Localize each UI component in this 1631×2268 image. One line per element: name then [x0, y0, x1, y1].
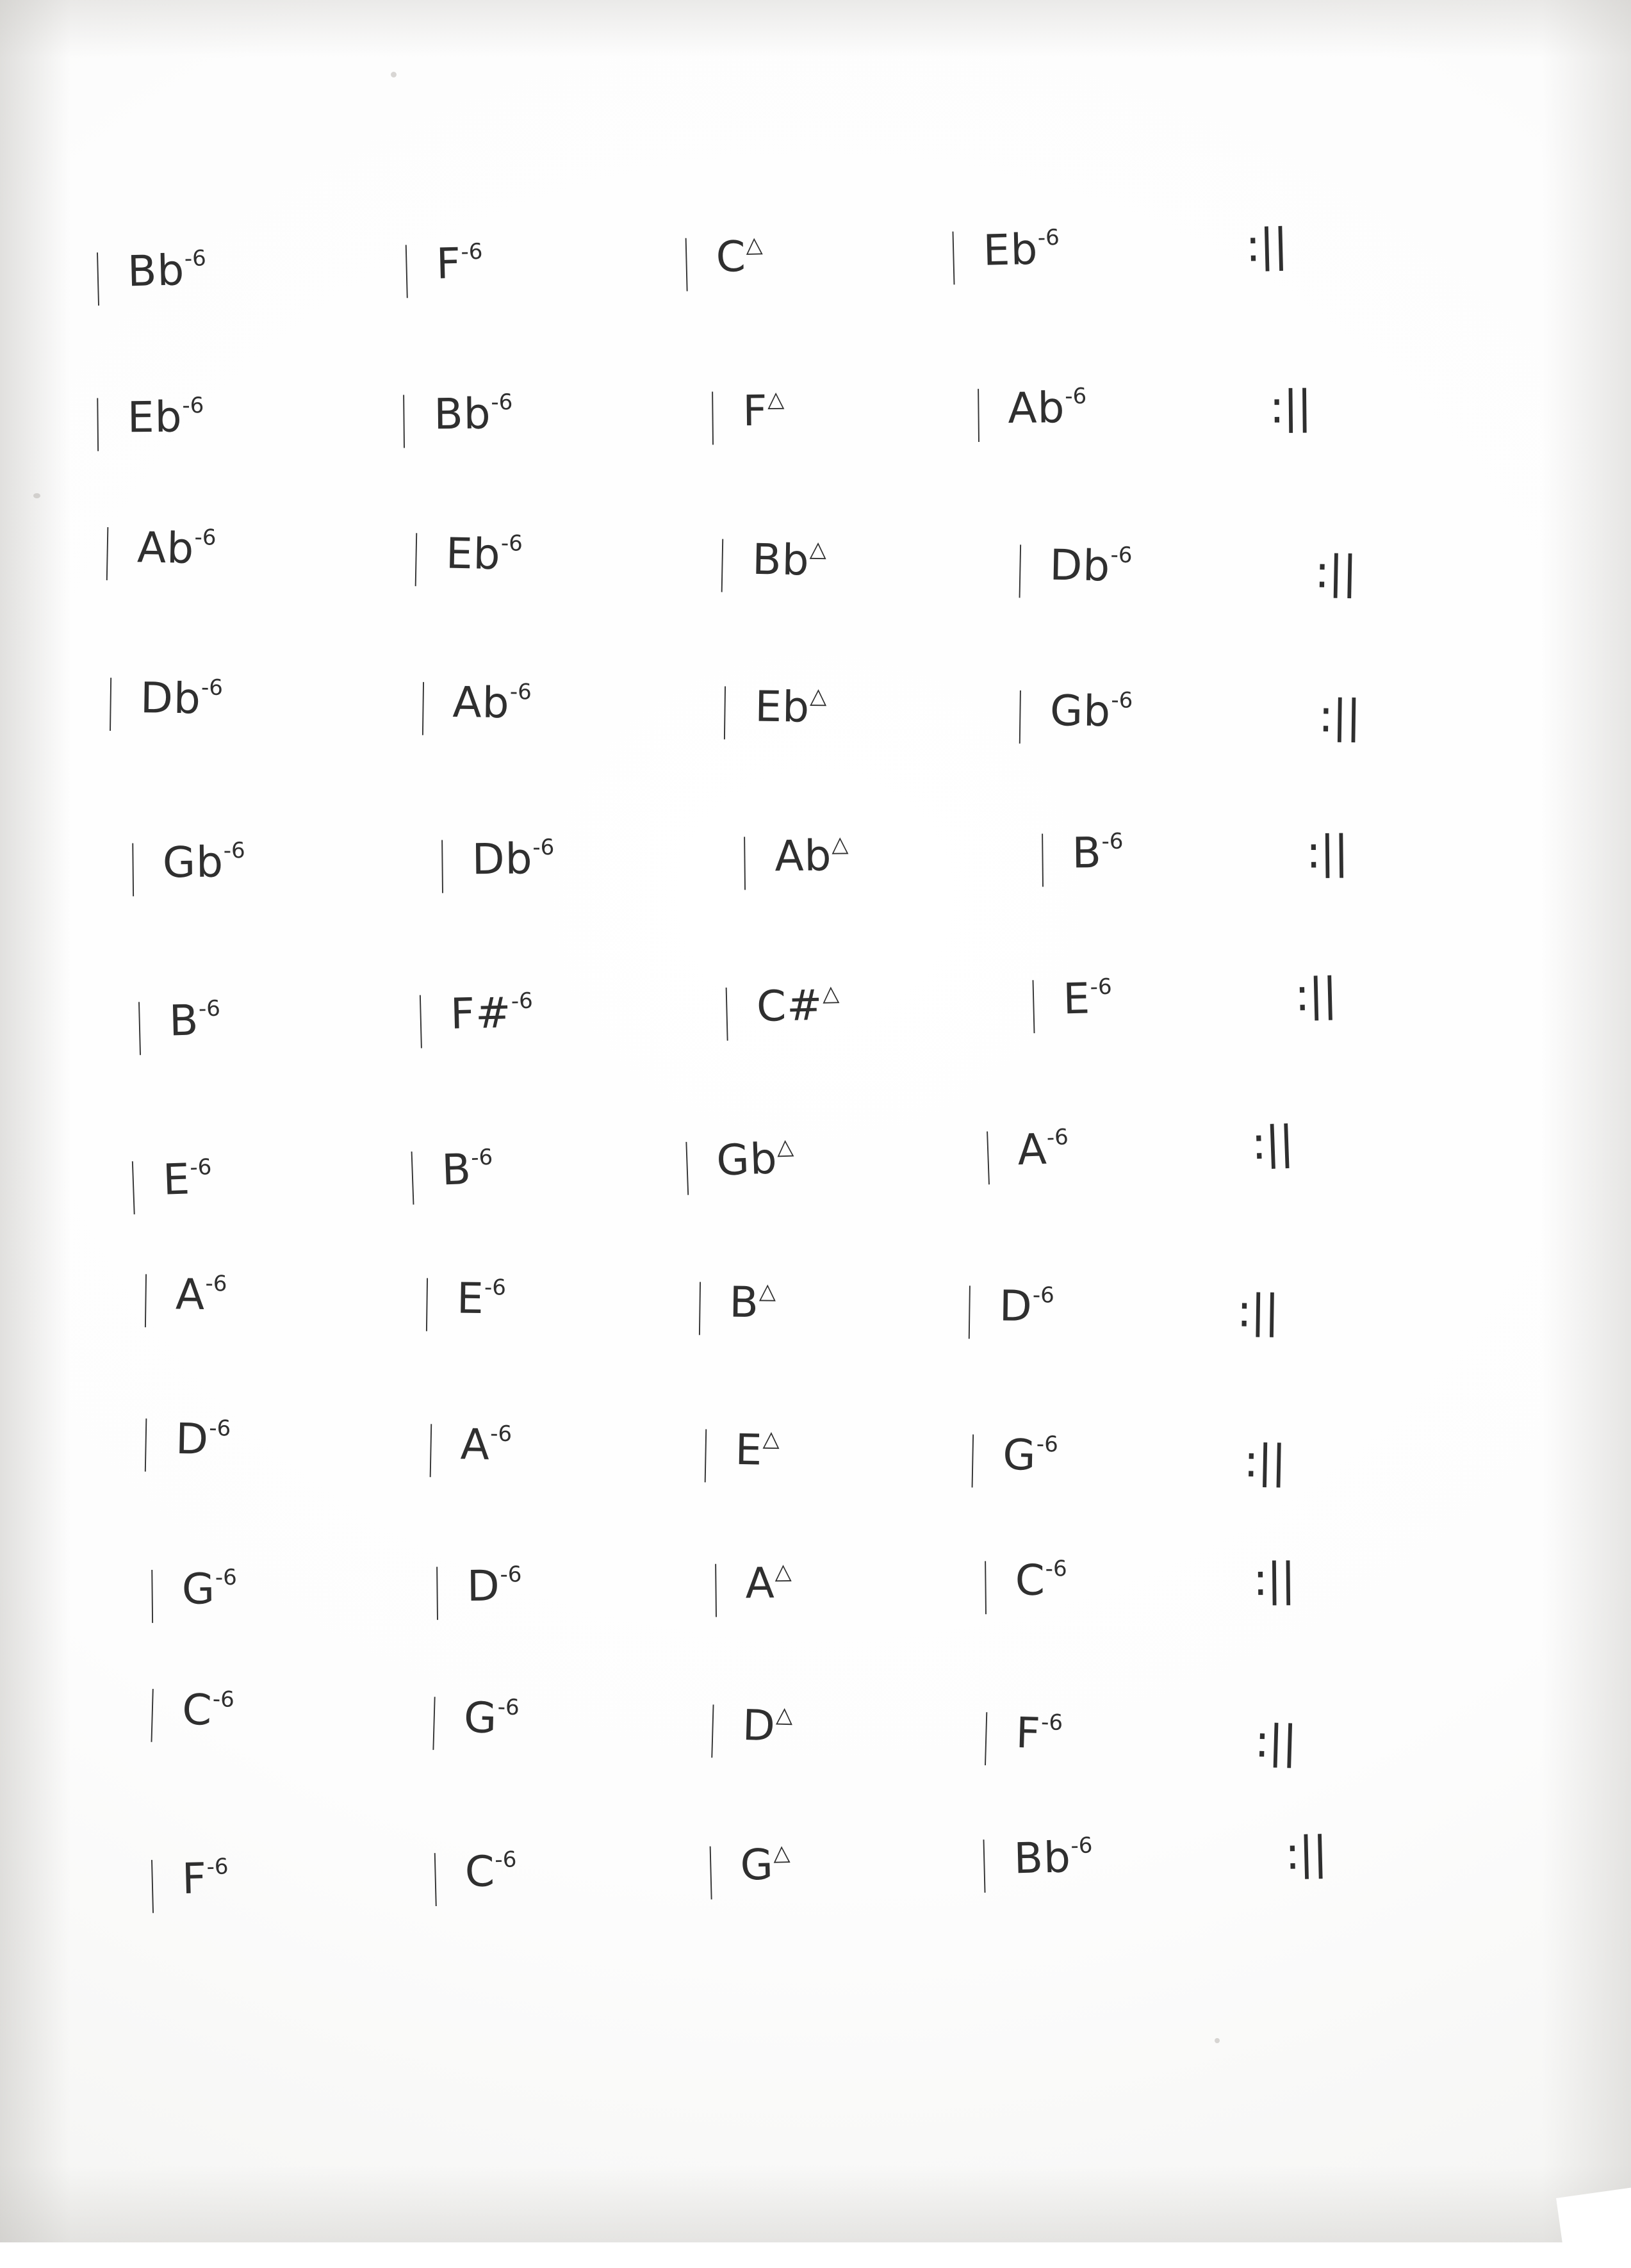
chord-symbol — [999, 1281, 1055, 1332]
chord-quality: -6 — [1101, 828, 1124, 855]
measure — [404, 1143, 495, 1205]
barline: | — [681, 1133, 693, 1196]
barline: | — [147, 1680, 158, 1743]
chord-quality: -6 — [223, 838, 245, 864]
chord-chart-line — [137, 1410, 1286, 1489]
chord-quality: -6 — [184, 245, 207, 272]
barline: | — [973, 380, 983, 443]
repeat-barline: :|| — [1245, 218, 1288, 272]
chord-quality: -6 — [1110, 542, 1133, 569]
barline: | — [411, 525, 422, 587]
chord-root: Eb — [445, 528, 502, 580]
chord-quality: -6 — [215, 1564, 238, 1591]
barline: | — [740, 828, 750, 891]
measure — [702, 1838, 791, 1900]
chord-quality: -6 — [208, 1415, 231, 1442]
chord-chart-line — [131, 968, 1337, 1056]
measure — [102, 669, 224, 731]
chord-quality: △ — [745, 232, 763, 258]
chord-root: E — [161, 1154, 192, 1205]
chord-root: F — [436, 238, 462, 289]
chord-quality: -6 — [1032, 1282, 1055, 1309]
measure — [398, 236, 484, 299]
chord-root: C — [181, 1685, 213, 1735]
measure — [422, 1415, 512, 1478]
chord-symbol — [136, 523, 217, 574]
measure — [143, 1851, 229, 1914]
chord-root: Bb — [751, 534, 810, 585]
barline: | — [418, 674, 428, 736]
chord-symbol — [756, 980, 840, 1032]
chord-root: C# — [756, 980, 824, 1032]
chord-quality: △ — [775, 1558, 792, 1585]
chord-chart-line — [89, 218, 1288, 306]
chord-symbol — [742, 386, 785, 436]
chord-root: A — [1016, 1124, 1048, 1175]
barline: | — [429, 1688, 439, 1750]
chord-quality: -6 — [1046, 1124, 1069, 1151]
chord-symbol — [754, 681, 827, 732]
chord-root: Ab — [136, 523, 195, 574]
chord-quality: △ — [762, 1426, 780, 1453]
measure — [425, 1688, 520, 1750]
chord-symbol — [140, 673, 224, 724]
chord-quality: -6 — [194, 525, 217, 551]
chord-quality: -6 — [470, 1144, 493, 1171]
chord-root: F — [742, 386, 768, 436]
chord-quality: -6 — [182, 393, 204, 419]
chord-root: Eb — [982, 224, 1039, 275]
measure — [414, 674, 532, 736]
barline: | — [694, 1273, 705, 1336]
chord-quality: △ — [767, 386, 785, 412]
chord-symbol — [460, 1419, 512, 1470]
measure — [144, 1562, 238, 1624]
measure — [138, 1266, 227, 1328]
chord-quality: -6 — [461, 238, 483, 265]
barline: | — [1037, 825, 1047, 888]
barline: | — [1028, 972, 1039, 1034]
measure — [1012, 536, 1133, 599]
repeat-barline: :|| — [1252, 1553, 1295, 1606]
chord-root: Bb — [1013, 1832, 1072, 1884]
barline: | — [980, 1704, 992, 1766]
chord-root: G — [181, 1564, 216, 1614]
barline: | — [422, 1269, 432, 1332]
barline: | — [140, 1410, 151, 1473]
repeat-barline: :|| — [1254, 1715, 1297, 1769]
measure — [143, 1680, 235, 1743]
chord-symbol — [436, 238, 483, 289]
barline: | — [981, 1553, 990, 1615]
barline: | — [948, 223, 959, 286]
barline: | — [406, 1143, 418, 1205]
chord-root: Eb — [127, 392, 183, 443]
chord-symbol — [982, 224, 1060, 275]
repeat-barline: :|| — [1268, 380, 1311, 434]
measure — [970, 380, 1087, 443]
measure — [1025, 972, 1113, 1034]
barline: | — [401, 236, 412, 299]
measure — [427, 1845, 518, 1907]
chord-chart-line — [125, 825, 1348, 897]
chord-symbol — [729, 1277, 776, 1328]
chord-quality: -6 — [198, 995, 221, 1022]
chord-quality: -6 — [1090, 974, 1113, 1000]
chord-quality: -6 — [212, 1686, 235, 1713]
measure — [978, 1553, 1068, 1615]
chord-quality: △ — [810, 683, 827, 710]
measure — [707, 1555, 792, 1618]
chord-root: Eb — [754, 681, 810, 732]
chord-symbol — [175, 1269, 227, 1320]
measure — [678, 229, 764, 292]
measure — [678, 1133, 795, 1196]
measure — [125, 835, 246, 897]
barline: | — [399, 386, 409, 449]
chord-symbol — [161, 1154, 213, 1205]
measure — [705, 383, 785, 446]
chord-root: B — [168, 995, 200, 1046]
chord-root: Gb — [716, 1134, 778, 1186]
barline: | — [982, 1123, 994, 1186]
barline: | — [717, 530, 728, 593]
measure — [1012, 682, 1133, 744]
chord-symbol — [1015, 1708, 1063, 1758]
barline: | — [438, 831, 447, 894]
chord-root: E — [1062, 974, 1092, 1024]
chord-symbol — [1016, 1124, 1069, 1175]
measure — [714, 530, 827, 593]
chord-quality: △ — [758, 1278, 776, 1305]
barline: | — [1015, 682, 1026, 744]
measure — [704, 1696, 793, 1759]
measure — [961, 1277, 1055, 1339]
chord-quality: -6 — [494, 1847, 517, 1873]
barline: | — [721, 979, 732, 1041]
repeat-barline: :|| — [1243, 1434, 1286, 1489]
chord-symbol — [1049, 540, 1133, 591]
chord-quality: -6 — [201, 674, 224, 701]
measure — [137, 1410, 231, 1473]
barline: | — [705, 1838, 716, 1900]
chord-quality: △ — [822, 980, 840, 1007]
chord-symbol — [463, 1692, 520, 1743]
measure — [976, 1831, 1094, 1893]
chord-symbol — [1015, 1555, 1067, 1606]
measure — [429, 1558, 522, 1620]
chord-quality: -6 — [500, 530, 523, 557]
chord-root: E — [734, 1424, 764, 1475]
measure — [434, 831, 555, 894]
chord-root: D — [466, 1561, 501, 1611]
chord-symbol — [441, 1144, 493, 1195]
barline: | — [92, 244, 103, 306]
barline: | — [710, 1555, 721, 1618]
barline: | — [102, 519, 113, 581]
chord-quality: -6 — [1036, 1431, 1059, 1458]
chord-root: B — [441, 1144, 473, 1195]
chord-symbol — [739, 1840, 791, 1890]
chord-chart-line — [144, 1553, 1295, 1624]
chord-chart-line — [143, 1680, 1297, 1769]
chord-root: D — [741, 1700, 776, 1751]
chord-root: Db — [1049, 540, 1111, 591]
chord-symbol — [1072, 828, 1124, 878]
chord-root: C — [464, 1847, 496, 1897]
chord-quality: -6 — [205, 1271, 227, 1297]
repeat-barline: :|| — [1250, 1116, 1294, 1170]
chord-quality: -6 — [497, 1694, 520, 1721]
repeat-barline: :|| — [1284, 1826, 1327, 1880]
barline: | — [425, 1415, 436, 1478]
chord-root: D — [175, 1414, 209, 1464]
measure — [717, 678, 827, 740]
chord-symbol — [715, 231, 764, 282]
chord-quality: -6 — [1070, 1832, 1093, 1859]
chord-quality: -6 — [491, 389, 513, 416]
chord-chart-line — [102, 669, 1361, 744]
repeat-barline: :|| — [1236, 1284, 1279, 1338]
chord-symbol — [175, 1414, 231, 1464]
chord-symbol — [745, 1558, 792, 1608]
measure — [396, 386, 513, 449]
chord-symbol — [1062, 974, 1113, 1024]
chord-quality: -6 — [1065, 383, 1087, 410]
chord-root: A — [745, 1558, 776, 1608]
repeat-barline: :|| — [1306, 826, 1348, 879]
chord-symbol — [734, 1424, 780, 1475]
barline: | — [415, 986, 426, 1049]
measure — [697, 1421, 780, 1483]
measure — [412, 986, 534, 1049]
repeat-barline: :|| — [1293, 968, 1337, 1022]
chord-root: G — [739, 1840, 775, 1890]
chord-quality: -6 — [1045, 1556, 1067, 1582]
chord-root: Bb — [433, 389, 491, 439]
chord-root: Ab — [452, 677, 511, 728]
chord-root: Gb — [162, 837, 224, 888]
measure — [978, 1704, 1063, 1766]
chord-symbol — [1008, 383, 1087, 433]
chord-chart-line — [138, 1266, 1279, 1339]
chord-quality: △ — [773, 1840, 791, 1866]
chord-symbol — [471, 834, 555, 885]
barline: | — [93, 389, 102, 452]
barline: | — [430, 1845, 441, 1907]
chord-chart-line — [99, 519, 1357, 599]
chord-quality: △ — [831, 831, 849, 858]
measure — [124, 1153, 213, 1215]
chord-quality: -6 — [189, 1154, 212, 1181]
barline: | — [964, 1277, 974, 1339]
chord-symbol — [127, 392, 204, 443]
chord-root: C — [715, 231, 747, 282]
barline: | — [106, 669, 116, 731]
chord-quality: -6 — [1037, 224, 1060, 251]
chord-symbol — [464, 1847, 518, 1897]
barline: | — [1015, 536, 1025, 599]
chord-root: F — [181, 1854, 208, 1904]
barline: | — [720, 678, 730, 740]
barline: | — [707, 1696, 718, 1759]
chord-symbol — [127, 245, 207, 297]
barline: | — [979, 1831, 990, 1893]
measure — [90, 389, 204, 452]
barline: | — [432, 1558, 442, 1620]
measure — [99, 519, 217, 581]
chord-chart-line — [143, 1826, 1327, 1914]
chord-root: Bb — [127, 245, 186, 297]
chord-root: G — [463, 1692, 498, 1743]
measure — [407, 525, 523, 587]
chord-root: E — [456, 1273, 485, 1324]
chord-symbol — [433, 389, 513, 439]
chord-quality: -6 — [532, 834, 555, 861]
chord-symbol — [450, 988, 534, 1039]
measure — [89, 244, 207, 306]
barline: | — [968, 1426, 978, 1489]
measure — [131, 993, 221, 1056]
barline: | — [700, 1421, 710, 1483]
measure — [965, 1426, 1059, 1489]
chord-root: B — [1072, 828, 1102, 878]
chord-symbol — [452, 677, 532, 728]
chord-symbol — [1002, 1430, 1059, 1480]
chord-quality: -6 — [511, 988, 534, 1015]
chord-root: A — [175, 1269, 206, 1320]
chord-symbol — [456, 1273, 507, 1324]
barline: | — [147, 1851, 158, 1914]
chord-quality: -6 — [509, 679, 532, 705]
chord-chart-line — [124, 1116, 1294, 1215]
measure — [718, 979, 840, 1041]
chord-chart-line — [90, 380, 1311, 452]
chord-symbol — [716, 1134, 794, 1186]
chord-root: Gb — [1049, 685, 1111, 737]
chord-root: D — [999, 1281, 1033, 1332]
chord-symbol — [181, 1854, 229, 1904]
chord-symbol — [466, 1561, 522, 1611]
chord-symbol — [445, 528, 523, 580]
measure — [419, 1269, 507, 1332]
barline: | — [681, 229, 692, 292]
chord-quality: -6 — [1040, 1709, 1063, 1736]
chord-root: C — [1015, 1555, 1046, 1606]
chord-symbol — [774, 831, 849, 881]
chord-quality: -6 — [489, 1421, 512, 1448]
barline: | — [128, 835, 138, 897]
chord-root: Db — [471, 834, 533, 885]
chord-symbol — [1013, 1832, 1094, 1884]
chord-symbol — [741, 1700, 793, 1751]
chord-symbol — [1049, 685, 1133, 737]
repeat-barline: :|| — [1318, 689, 1361, 743]
repeat-barline: :|| — [1314, 545, 1357, 599]
chord-quality: △ — [776, 1134, 794, 1161]
chord-quality: △ — [809, 536, 827, 562]
chord-root: G — [1002, 1430, 1037, 1480]
chord-symbol — [181, 1564, 238, 1614]
chord-root: F# — [450, 988, 512, 1039]
chord-root: Ab — [1008, 383, 1065, 433]
barline: | — [708, 383, 718, 446]
chord-root: F — [1015, 1708, 1042, 1758]
chord-symbol — [162, 837, 246, 888]
chord-quality: -6 — [206, 1854, 229, 1880]
chord-quality: △ — [775, 1702, 793, 1729]
measure — [979, 1123, 1069, 1186]
chord-symbol — [751, 534, 827, 585]
chord-root: B — [729, 1277, 760, 1328]
measure — [737, 828, 849, 891]
barline: | — [127, 1153, 139, 1215]
chord-root: Db — [140, 673, 202, 724]
measure — [945, 223, 1060, 286]
barline: | — [147, 1562, 157, 1624]
barline: | — [134, 993, 145, 1056]
chord-symbol — [181, 1685, 235, 1735]
chord-quality: -6 — [484, 1275, 507, 1301]
chord-symbol — [168, 995, 221, 1046]
chord-root: Ab — [774, 831, 832, 881]
barline: | — [141, 1266, 151, 1328]
chord-quality: -6 — [500, 1562, 522, 1588]
chord-quality: -6 — [1111, 687, 1133, 714]
chord-root: A — [460, 1419, 491, 1470]
measure — [691, 1273, 776, 1336]
measure — [1034, 825, 1124, 888]
